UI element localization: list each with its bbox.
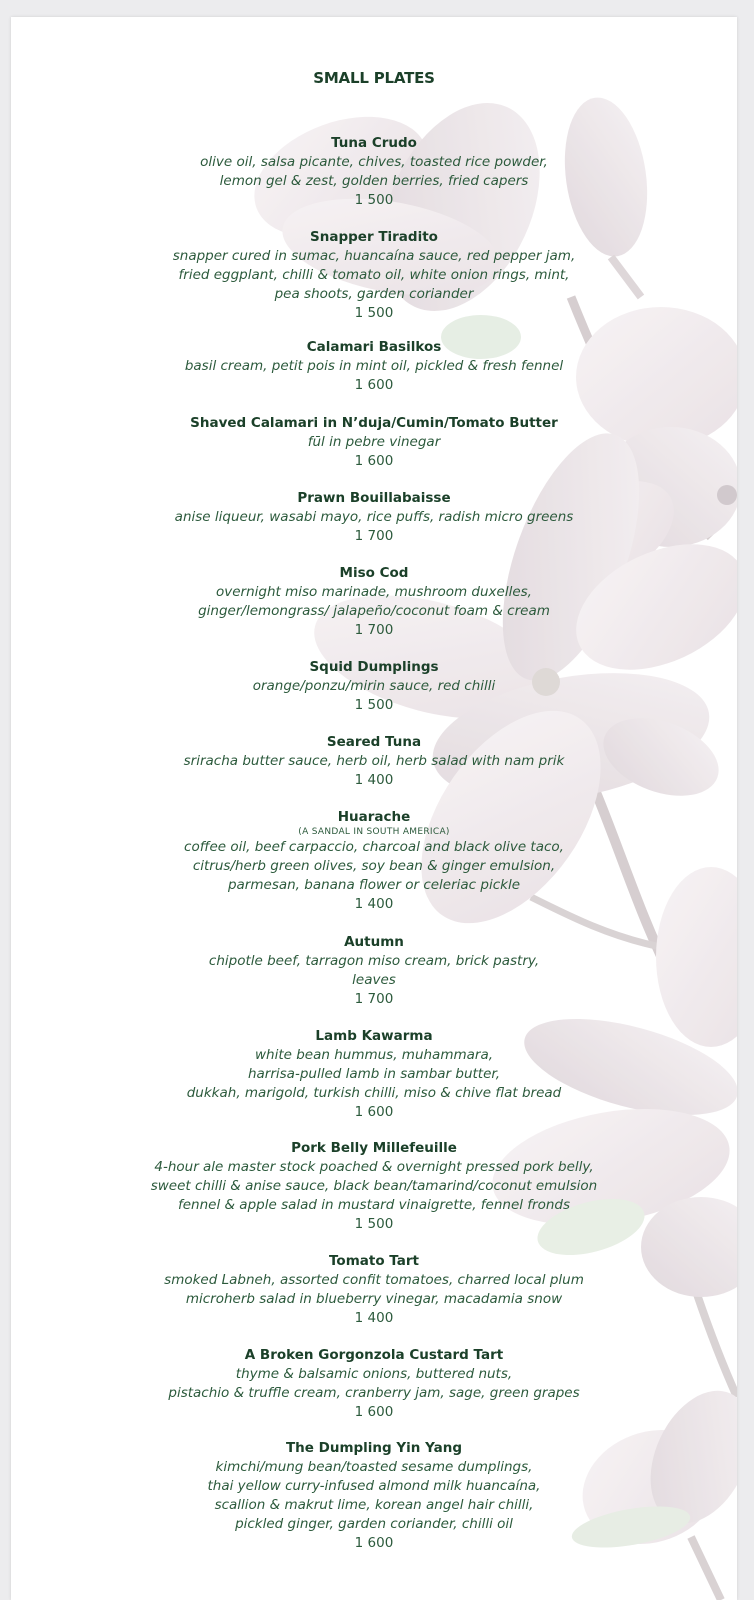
menu-item — [11, 1139, 737, 1234]
dish-name: Seared Tuna — [326, 734, 422, 750]
menu-item — [11, 1346, 737, 1422]
dish-name: Miso Cod — [339, 565, 409, 581]
menu-item — [11, 414, 737, 471]
description-line: smoked Labneh, assorted confit tomatoes, charred local plum — [164, 1272, 584, 1288]
description-line: basil cream, petit pois in mint oil, pickled & fresh fennel — [184, 358, 564, 374]
menu-page — [11, 17, 737, 1600]
dish-name: Tomato Tart — [329, 1253, 419, 1269]
dish-name: Squid Dumplings — [309, 659, 439, 675]
dish-description — [11, 1158, 737, 1215]
dish-description — [11, 153, 737, 191]
description-line: microherb salad in blueberry vinegar, macadamia snow — [185, 1291, 563, 1307]
description-line: ginger/lemongrass/ jalapeño/coconut foam & cream — [198, 603, 550, 619]
dish-price: 1 600 — [354, 377, 394, 393]
description-line: coffee oil, beef carpaccio, charcoal and black olive taco, — [184, 839, 564, 855]
description-line: pea shoots, garden coriander — [274, 286, 474, 302]
dish-price: 1 500 — [354, 697, 394, 713]
menu-item — [11, 1439, 737, 1553]
dish-description — [11, 1365, 737, 1403]
description-line: pistachio & truffle cream, cranberry jam, sage, green grapes — [168, 1385, 580, 1401]
description-line: citrus/herb green olives, soy bean & ginger emulsion, — [192, 858, 556, 874]
dish-price: 1 400 — [354, 772, 394, 788]
description-line: sweet chilli & anise sauce, black bean/tamarind/coconut emulsion — [150, 1178, 598, 1194]
dish-name: Lamb Kawarma — [315, 1028, 433, 1044]
description-line: fūl in pebre vinegar — [307, 434, 441, 450]
menu-item — [11, 1027, 737, 1122]
menu-item — [11, 134, 737, 210]
description-line: fennel & apple salad in mustard vinaigrette, fennel fronds — [177, 1197, 571, 1213]
dish-price: 1 700 — [354, 528, 394, 544]
dish-name: Calamari Basilkos — [306, 339, 442, 355]
dish-name: Shaved Calamari in N’duja/Cumin/Tomato Butter — [190, 415, 558, 431]
menu-item — [11, 1252, 737, 1328]
dish-description — [11, 247, 737, 304]
menu-item — [11, 338, 737, 395]
dish-description — [11, 583, 737, 621]
dish-description — [11, 357, 737, 376]
dish-price: 1 500 — [354, 1216, 394, 1232]
dish-name: Snapper Tiradito — [310, 229, 438, 245]
menu-item — [11, 489, 737, 546]
description-line: overnight miso marinade, mushroom duxelles, — [216, 584, 532, 600]
menu-item — [11, 933, 737, 1009]
description-line: anise liqueur, wasabi mayo, rice puffs, radish micro greens — [174, 509, 574, 525]
dish-price: 1 700 — [354, 622, 394, 638]
dish-price: 1 600 — [354, 1535, 394, 1551]
description-line: parmesan, banana flower or celeriac pickle — [227, 877, 521, 893]
dish-description — [11, 1458, 737, 1534]
menu-item — [11, 564, 737, 640]
dish-name: A Broken Gorgonzola Custard Tart — [244, 1347, 504, 1363]
menu-item — [11, 228, 737, 323]
description-line: olive oil, salsa picante, chives, toasted rice powder, — [200, 154, 548, 170]
dish-description — [11, 952, 737, 990]
dish-price: 1 600 — [354, 1404, 394, 1420]
description-line: thai yellow curry-infused almond milk huancaína, — [207, 1478, 541, 1494]
menu-item — [11, 658, 737, 715]
section-title: SMALL PLATES — [313, 69, 435, 87]
description-line: scallion & makrut lime, korean angel hair chilli, — [214, 1497, 534, 1513]
dish-price: 1 500 — [354, 305, 394, 321]
menu-content — [11, 17, 737, 1600]
dish-description — [11, 677, 737, 696]
dish-name: Pork Belly Millefeuille — [291, 1140, 457, 1156]
description-line: kimchi/mung bean/toasted sesame dumplings, — [215, 1459, 533, 1475]
description-line: leaves — [352, 972, 396, 988]
dish-price: 1 700 — [354, 991, 394, 1007]
menu-item — [11, 733, 737, 790]
dish-name: The Dumpling Yin Yang — [285, 1440, 463, 1456]
dish-description — [11, 752, 737, 771]
description-line: thyme & balsamic onions, buttered nuts, — [235, 1366, 513, 1382]
description-line: lemon gel & zest, golden berries, fried capers — [219, 173, 529, 189]
dish-description — [11, 1046, 737, 1103]
dish-name: Huarache — [337, 809, 411, 825]
dish-description — [11, 838, 737, 895]
description-line: dukkah, marigold, turkish chilli, miso & chive flat bread — [186, 1085, 562, 1101]
description-line: fried eggplant, chilli & tomato oil, white onion rings, mint, — [178, 267, 570, 283]
dish-price: 1 400 — [354, 896, 394, 912]
dish-description — [11, 508, 737, 527]
description-line: chipotle beef, tarragon miso cream, brick pastry, — [208, 953, 540, 969]
dish-description — [11, 1271, 737, 1309]
dish-price: 1 500 — [354, 192, 394, 208]
description-line: 4-hour ale master stock poached & overnight pressed pork belly, — [154, 1159, 594, 1175]
description-line: orange/ponzu/mirin sauce, red chilli — [252, 678, 496, 694]
dish-description — [11, 433, 737, 452]
dish-price: 1 600 — [354, 453, 394, 469]
description-line: white bean hummus, muhammara, — [254, 1047, 494, 1063]
dish-name: Tuna Crudo — [331, 135, 417, 151]
description-line: sriracha butter sauce, herb oil, herb salad with nam prik — [183, 753, 565, 769]
dish-name: Prawn Bouillabaisse — [297, 490, 451, 506]
dish-subtitle: (A SANDAL IN SOUTH AMERICA) — [298, 827, 450, 837]
description-line: snapper cured in sumac, huancaína sauce, red pepper jam, — [172, 248, 576, 264]
dish-price: 1 400 — [354, 1310, 394, 1326]
dish-name: Autumn — [344, 934, 404, 950]
dish-price: 1 600 — [354, 1104, 394, 1120]
menu-item — [11, 808, 737, 914]
description-line: pickled ginger, garden coriander, chilli oil — [235, 1516, 513, 1532]
description-line: harrisa-pulled lamb in sambar butter, — [247, 1066, 501, 1082]
